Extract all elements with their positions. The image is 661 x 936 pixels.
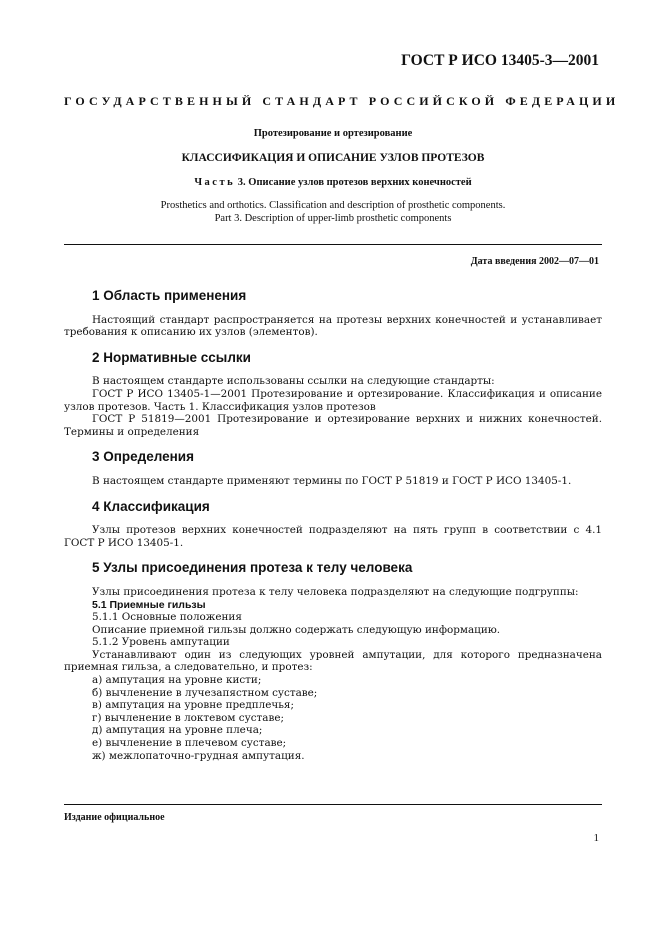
paragraph: Настоящий стандарт распространяется на протезы верхних конечностей и устанавливает требования к описанию их узлов (элементов). xyxy=(64,313,602,339)
list-item: е) вычленение в плечевом суставе; xyxy=(92,737,287,750)
english-title-line2: Part 3. Description of upper-limb prosthetic components xyxy=(214,212,452,224)
section-heading-1: 1 Область применения xyxy=(92,288,247,303)
document-title: КЛАССИФИКАЦИЯ И ОПИСАНИЕ УЗЛОВ ПРОТЕЗОВ xyxy=(181,152,485,164)
section-heading-4: 4 Классификация xyxy=(92,498,210,514)
paragraph: Узлы протезов верхних конечностей подразделяют на пять групп в соответствии с 4.1 ГОСТ Р ИСО 13405-1. xyxy=(64,524,602,549)
section-heading-2: 2 Нормативные ссылки xyxy=(92,349,251,365)
document-code: ГОСТ Р ИСО 13405-3—2001 xyxy=(401,52,599,69)
list-item: в) ампутация на уровне предплечья; xyxy=(92,699,294,712)
page-number: 1 xyxy=(593,832,599,844)
subsection-heading: 5.1 Приемные гильзы xyxy=(92,598,206,611)
list-item: д) ампутация на уровне плеча; xyxy=(92,724,263,737)
subsection-title: 5.1.2 Уровень ампутации xyxy=(92,636,230,649)
list-item: б) вычленение в лучезапястном суставе; xyxy=(92,686,318,699)
paragraph: Узлы присоединения протеза к телу человека подразделяют на следующие подгруппы: xyxy=(92,585,579,598)
english-title-line1: Prosthetics and orthotics. Classification and description of prosthetic components. xyxy=(160,200,506,211)
header-divider xyxy=(64,244,602,245)
list-item: ж) межлопаточно-грудная ампутация. xyxy=(92,749,305,762)
paragraph: В настоящем стандарте применяют термины по ГОСТ Р 51819 и ГОСТ Р ИСО 13405-1. xyxy=(92,474,572,487)
section-heading-3: 3 Определения xyxy=(92,449,194,465)
paragraph: ГОСТ Р 51819—2001 Протезирование и ортезирование верхних и нижних конечностей. Термины и определения xyxy=(64,413,602,438)
paragraph: ГОСТ Р ИСО 13405-1—2001 Протезирование и ортезирование. Классификация и описание узлов протезов. Часть 1. Классификация узлов протезов xyxy=(64,387,602,413)
list-item: г) вычленение в локтевом суставе; xyxy=(92,711,285,724)
footer-divider xyxy=(64,804,602,805)
list-item: а) ампутация на уровне кисти; xyxy=(92,674,262,687)
part-title xyxy=(64,177,602,188)
paragraph: В настоящем стандарте использованы ссылки на следующие стандарты: xyxy=(92,375,495,388)
paragraph: Устанавливают один из следующих уровней ампутации, для которого предназначена приемная гильза, а следовательно, и протез: xyxy=(64,648,602,674)
document-body xyxy=(64,290,602,762)
intro-date: Дата введения 2002—07—01 xyxy=(470,256,599,267)
topic-title: Протезирование и ортезирование xyxy=(253,128,413,139)
state-standard-heading: ГОСУДАРСТВЕННЫЙ СТАНДАРТ РОССИЙСКОЙ ФЕДЕРАЦИИ xyxy=(64,94,620,108)
part-label: Часть xyxy=(194,177,236,188)
part-rest: 3. Описание узлов протезов верхних конечностей xyxy=(235,177,472,188)
subsection-title: 5.1.1 Основные положения xyxy=(92,611,242,624)
paragraph: Описание приемной гильзы должно содержать следующую информацию. xyxy=(92,623,501,636)
edition-label: Издание официальное xyxy=(64,812,165,823)
english-title xyxy=(64,200,602,225)
section-heading-5: 5 Узлы присоединения протеза к телу человека xyxy=(92,560,413,576)
